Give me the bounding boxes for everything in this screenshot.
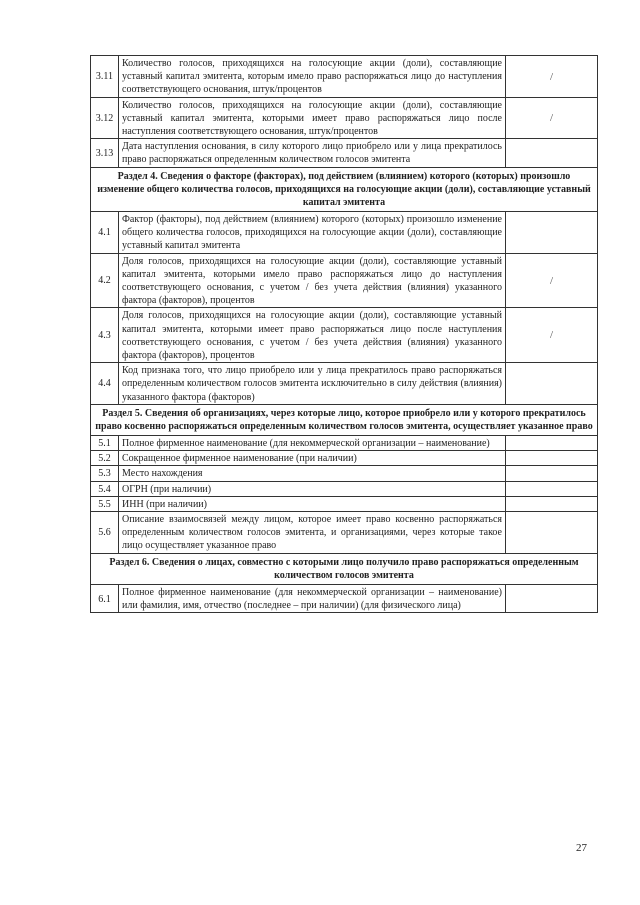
section-5-title: Раздел 5. Сведения об организациях, через которые лицо, которое приобрело или у которого прекратилось право косвенно распоряжаться определенным количеством голосов эмитента, осуществляет указанное право [91,404,598,435]
item-value[interactable] [506,363,598,405]
section-header [91,404,598,435]
section-5-rows [91,436,598,554]
item-number: 4.1 [91,212,119,254]
item-value[interactable] [506,584,598,612]
item-description: ОГРН (при наличии) [119,481,506,496]
item-number: 5.4 [91,481,119,496]
item-value[interactable] [506,496,598,511]
item-number: 4.3 [91,308,119,363]
table-row [91,496,598,511]
item-value[interactable]: / [506,97,598,139]
item-value[interactable] [506,466,598,481]
table-row [91,363,598,405]
section-4 [91,167,598,212]
table-row [91,584,598,612]
section-6 [91,553,598,584]
item-value[interactable] [506,481,598,496]
item-number: 5.5 [91,496,119,511]
table-row [91,451,598,466]
table-row [91,436,598,451]
section-4-title: Раздел 4. Сведения о факторе (факторах), под действием (влиянием) которого (которых) произошло изменение общего количества голосов, приходящихся на голосующие акции (доли), составляющие уставный капитал эмитента [91,167,598,212]
table-row [91,466,598,481]
item-value[interactable] [506,436,598,451]
item-number: 6.1 [91,584,119,612]
item-description: Дата наступления основания, в силу которого лицо приобрело или у лица прекратилось право распоряжаться определенным количеством голосов эмитента [119,139,506,167]
table-row [91,56,598,98]
item-value[interactable] [506,512,598,554]
table-row [91,212,598,254]
item-description: Место нахождения [119,466,506,481]
item-number: 3.11 [91,56,119,98]
item-description: Доля голосов, приходящихся на голосующие акции (доли), составляющие уставный капитал эмитента, которыми имело право распоряжаться лицо до наступления соответствующего основания, с учетом / без учета действия (влияния) указанного фактора (факторов), процентов [119,253,506,308]
table-row [91,512,598,554]
item-description: Полное фирменное наименование (для некоммерческой организации – наименование) или фамилия, имя, отчество (последнее – при наличии) (для физического лица) [119,584,506,612]
table-row [91,253,598,308]
item-description: Количество голосов, приходящихся на голосующие акции (доли), составляющие уставный капитал эмитента, которыми имеет право распоряжаться лицо после наступления соответствующего основания, штук/процентов [119,97,506,139]
item-number: 5.1 [91,436,119,451]
item-description: Сокращенное фирменное наименование (при наличии) [119,451,506,466]
section-header [91,553,598,584]
item-value[interactable]: / [506,253,598,308]
item-value[interactable] [506,212,598,254]
item-number: 3.13 [91,139,119,167]
item-value[interactable]: / [506,308,598,363]
table-row [91,97,598,139]
section-6-rows [91,584,598,612]
item-description: Доля голосов, приходящихся на голосующие акции (доли), составляющие уставный капитал эмитента, которыми имеет право распоряжаться лицо после наступления соответствующего основания, с учетом / без учета действия (влияния) указанного фактора (факторов), процентов [119,308,506,363]
section-header [91,167,598,212]
item-description: Описание взаимосвязей между лицом, которое имеет право косвенно распоряжаться определенным количеством голосов эмитента, и организациями, через которые такое лицо осуществляет указанное право [119,512,506,554]
table-row [91,308,598,363]
item-number: 5.6 [91,512,119,554]
section-4-rows [91,212,598,405]
item-description: Количество голосов, приходящихся на голосующие акции (доли), составляющие уставный капитал эмитента, которым имело право распоряжаться лицо до наступления соответствующего основания, штук/процентов [119,56,506,98]
table-row [91,481,598,496]
item-number: 5.2 [91,451,119,466]
section-3-rows [91,56,598,168]
table-row [91,139,598,167]
section-6-title: Раздел 6. Сведения о лицах, совместно с которыми лицо получило право распоряжаться определенным количеством голосов эмитента [91,553,598,584]
item-number: 4.4 [91,363,119,405]
item-number: 3.12 [91,97,119,139]
item-value[interactable]: / [506,56,598,98]
item-description: Код признака того, что лицо приобрело или у лица прекратилось право распоряжаться определенным количеством голосов эмитента исключительно в силу действия (влияния) указанного фактора (факторов) [119,363,506,405]
item-number: 5.3 [91,466,119,481]
item-number: 4.2 [91,253,119,308]
section-5 [91,404,598,435]
item-description: ИНН (при наличии) [119,496,506,511]
item-value[interactable] [506,451,598,466]
page-number: 27 [576,842,587,854]
item-description: Полное фирменное наименование (для некоммерческой организации – наименование) [119,436,506,451]
disclosure-form-table [90,55,598,613]
item-description: Фактор (факторы), под действием (влиянием) которого (которых) произошло изменение общего количества голосов, приходящихся на голосующие акции (доли), составляющие уставный капитал эмитента [119,212,506,254]
item-value[interactable] [506,139,598,167]
